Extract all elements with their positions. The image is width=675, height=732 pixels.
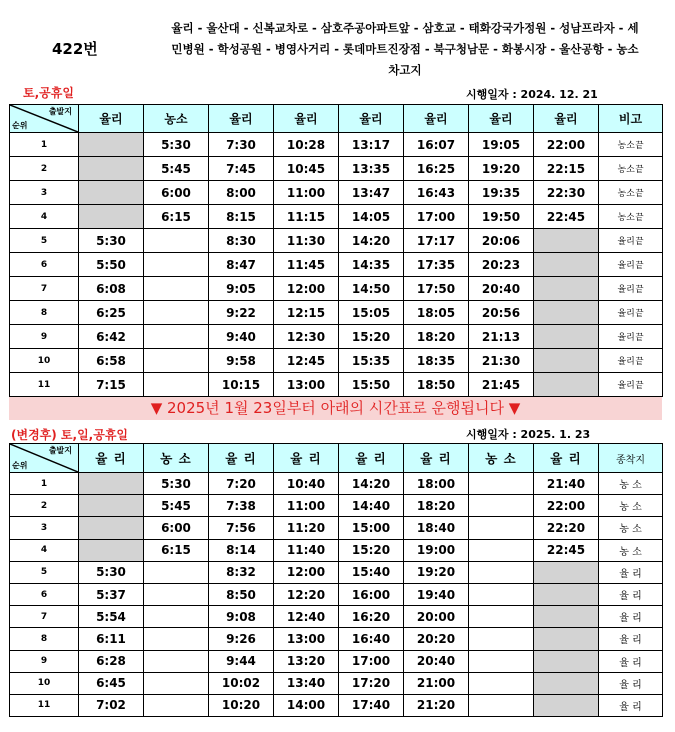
row-note: 율리끝 (599, 253, 663, 277)
row-note: 율리끝 (599, 301, 663, 325)
departure-time (144, 253, 209, 277)
row-note: 율 리 (599, 606, 663, 628)
departure-time (144, 301, 209, 325)
table-row (10, 349, 663, 373)
column-header-destination: 종착지 (599, 444, 663, 473)
departure-time (144, 583, 209, 605)
departure-time: 6:28 (79, 650, 144, 672)
table-row (10, 325, 663, 349)
corner-cell (10, 444, 79, 473)
departure-time: 9:40 (209, 325, 274, 349)
departure-time: 7:45 (209, 157, 274, 181)
row-note: 농 소 (599, 539, 663, 561)
row-note: 율 리 (599, 694, 663, 716)
corner-label-order: 순위 (12, 461, 28, 470)
departure-time: 15:20 (339, 539, 404, 561)
departure-time: 16:43 (404, 181, 469, 205)
departure-time: 13:20 (274, 650, 339, 672)
departure-time (79, 181, 144, 205)
departure-time: 17:00 (404, 205, 469, 229)
departure-time (469, 561, 534, 583)
row-note: 농소끝 (599, 133, 663, 157)
departure-time (469, 517, 534, 539)
row-note: 농소끝 (599, 181, 663, 205)
route-number: 422번 (52, 40, 98, 58)
table-row (10, 628, 663, 650)
column-header: 농 소 (469, 444, 534, 473)
departure-time: 15:40 (339, 561, 404, 583)
row-sequence: 1 (10, 133, 79, 157)
departure-time (144, 373, 209, 397)
departure-time: 12:00 (274, 561, 339, 583)
row-sequence: 6 (10, 253, 79, 277)
departure-time: 11:00 (274, 181, 339, 205)
departure-time: 21:40 (534, 473, 599, 495)
departure-time: 20:00 (404, 606, 469, 628)
departure-time: 20:06 (469, 229, 534, 253)
column-header: 율리 (404, 105, 469, 133)
departure-time: 22:45 (534, 539, 599, 561)
departure-time: 8:47 (209, 253, 274, 277)
departure-time: 14:20 (339, 473, 404, 495)
departure-time (534, 349, 599, 373)
column-header-note: 비고 (599, 105, 663, 133)
column-header: 율 리 (534, 444, 599, 473)
departure-time: 7:56 (209, 517, 274, 539)
column-header: 율 리 (209, 444, 274, 473)
departure-time: 13:00 (274, 373, 339, 397)
departure-time (144, 694, 209, 716)
row-sequence: 2 (10, 157, 79, 181)
timetable-header-row (10, 105, 663, 133)
table-row (10, 495, 663, 517)
table-row (10, 539, 663, 561)
departure-time (534, 325, 599, 349)
departure-time: 21:30 (469, 349, 534, 373)
departure-time (469, 495, 534, 517)
table-row (10, 277, 663, 301)
column-header: 율리 (339, 105, 404, 133)
departure-time (79, 133, 144, 157)
departure-time: 17:40 (339, 694, 404, 716)
departure-time (144, 650, 209, 672)
departure-time: 15:05 (339, 301, 404, 325)
departure-time: 21:00 (404, 672, 469, 694)
departure-time: 20:56 (469, 301, 534, 325)
departure-time: 16:00 (339, 583, 404, 605)
row-sequence: 10 (10, 349, 79, 373)
departure-time: 18:40 (404, 517, 469, 539)
departure-time (469, 672, 534, 694)
departure-time: 17:20 (339, 672, 404, 694)
departure-time: 14:40 (339, 495, 404, 517)
departure-time: 20:23 (469, 253, 534, 277)
departure-time (79, 205, 144, 229)
departure-time: 21:13 (469, 325, 534, 349)
row-sequence: 3 (10, 181, 79, 205)
departure-time (534, 561, 599, 583)
route-path: 율리 - 울산대 - 신복교차로 - 삼호주공아파트앞 - 삼호교 - 태화강국가정원 - 성남프라자 - 세민병원 - 학성공원 - 병영사거리 - 롯데마트진장점 - 북구청남문 - 화봉시장 - 울산공항 - 농소차고지 (171, 21, 639, 77)
departure-time: 14:50 (339, 277, 404, 301)
column-header: 율 리 (404, 444, 469, 473)
departure-time: 6:15 (144, 539, 209, 561)
departure-time (534, 694, 599, 716)
departure-time (79, 473, 144, 495)
departure-time (79, 539, 144, 561)
departure-time: 10:40 (274, 473, 339, 495)
departure-time: 8:00 (209, 181, 274, 205)
departure-time: 17:35 (404, 253, 469, 277)
table-row (10, 473, 663, 495)
timetable-before (9, 104, 663, 397)
table-row (10, 157, 663, 181)
departure-time (79, 157, 144, 181)
row-sequence: 9 (10, 650, 79, 672)
departure-time: 7:15 (79, 373, 144, 397)
departure-time: 12:00 (274, 277, 339, 301)
effective-date-after: 시행일자 : 2025. 1. 23 (466, 428, 591, 441)
departure-time: 9:05 (209, 277, 274, 301)
departure-time (79, 495, 144, 517)
departure-time: 18:20 (404, 495, 469, 517)
departure-time (469, 583, 534, 605)
departure-time: 7:38 (209, 495, 274, 517)
departure-time (144, 325, 209, 349)
departure-time (534, 606, 599, 628)
departure-time: 7:20 (209, 473, 274, 495)
departure-time: 6:45 (79, 672, 144, 694)
departure-time: 12:40 (274, 606, 339, 628)
departure-time (469, 539, 534, 561)
row-note: 율 리 (599, 628, 663, 650)
row-note: 율 리 (599, 650, 663, 672)
departure-time: 15:50 (339, 373, 404, 397)
departure-time: 7:30 (209, 133, 274, 157)
departure-time (469, 650, 534, 672)
departure-time: 6:58 (79, 349, 144, 373)
row-note: 농소끝 (599, 157, 663, 181)
departure-time: 6:00 (144, 517, 209, 539)
departure-time: 7:02 (79, 694, 144, 716)
departure-time: 12:45 (274, 349, 339, 373)
departure-time: 11:30 (274, 229, 339, 253)
departure-time (144, 606, 209, 628)
row-sequence: 5 (10, 561, 79, 583)
departure-time: 13:47 (339, 181, 404, 205)
departure-time: 5:37 (79, 583, 144, 605)
departure-time: 19:35 (469, 181, 534, 205)
departure-time (79, 517, 144, 539)
departure-time (534, 583, 599, 605)
table-row (10, 650, 663, 672)
departure-time: 18:05 (404, 301, 469, 325)
departure-time (469, 473, 534, 495)
departure-time: 20:40 (404, 650, 469, 672)
corner-label-origin: 출발지 (48, 107, 72, 116)
departure-time (534, 229, 599, 253)
departure-time: 9:08 (209, 606, 274, 628)
departure-time: 6:15 (144, 205, 209, 229)
row-note: 농소끝 (599, 205, 663, 229)
departure-time: 6:25 (79, 301, 144, 325)
departure-time (534, 628, 599, 650)
timetable-body (10, 473, 663, 717)
departure-time: 19:20 (404, 561, 469, 583)
row-sequence: 4 (10, 539, 79, 561)
departure-time: 12:20 (274, 583, 339, 605)
timetable-header-row (10, 444, 663, 473)
table-row (10, 373, 663, 397)
departure-time: 22:15 (534, 157, 599, 181)
departure-time (534, 672, 599, 694)
departure-time: 10:15 (209, 373, 274, 397)
departure-time: 8:15 (209, 205, 274, 229)
departure-time: 8:30 (209, 229, 274, 253)
departure-time: 6:42 (79, 325, 144, 349)
schedule-change-notice: ▼ 2025년 1월 23일부터 아래의 시간표로 운행됩니다 ▼ (9, 397, 662, 420)
departure-time: 19:20 (469, 157, 534, 181)
departure-time: 15:35 (339, 349, 404, 373)
departure-time: 14:20 (339, 229, 404, 253)
departure-time: 11:00 (274, 495, 339, 517)
timetable-body (10, 133, 663, 397)
departure-time: 20:40 (469, 277, 534, 301)
row-sequence: 7 (10, 606, 79, 628)
table-row (10, 606, 663, 628)
departure-time (534, 277, 599, 301)
table-row (10, 229, 663, 253)
column-header: 율리 (79, 105, 144, 133)
departure-time (144, 672, 209, 694)
row-note: 율리끝 (599, 373, 663, 397)
departure-time: 17:50 (404, 277, 469, 301)
row-sequence: 1 (10, 473, 79, 495)
departure-time: 5:45 (144, 157, 209, 181)
column-header: 율리 (209, 105, 274, 133)
departure-time: 16:40 (339, 628, 404, 650)
departure-time: 10:28 (274, 133, 339, 157)
effective-date-before: 시행일자 : 2024. 12. 21 (466, 88, 598, 101)
departure-time: 8:32 (209, 561, 274, 583)
departure-time: 6:00 (144, 181, 209, 205)
row-sequence: 2 (10, 495, 79, 517)
row-sequence: 9 (10, 325, 79, 349)
row-note: 율 리 (599, 672, 663, 694)
departure-time: 6:08 (79, 277, 144, 301)
column-header: 율 리 (79, 444, 144, 473)
table-row (10, 133, 663, 157)
departure-time: 5:30 (144, 473, 209, 495)
row-note: 율리끝 (599, 325, 663, 349)
departure-time: 17:00 (339, 650, 404, 672)
row-sequence: 8 (10, 301, 79, 325)
departure-time: 10:02 (209, 672, 274, 694)
departure-time: 5:50 (79, 253, 144, 277)
table-row (10, 694, 663, 716)
departure-time: 14:05 (339, 205, 404, 229)
column-header: 율 리 (274, 444, 339, 473)
row-note: 농 소 (599, 495, 663, 517)
row-sequence: 11 (10, 694, 79, 716)
departure-time: 5:30 (79, 561, 144, 583)
column-header: 농소 (144, 105, 209, 133)
row-note: 농 소 (599, 473, 663, 495)
table-row (10, 672, 663, 694)
departure-time: 19:50 (469, 205, 534, 229)
departure-time: 9:58 (209, 349, 274, 373)
departure-time: 22:20 (534, 517, 599, 539)
departure-time (534, 301, 599, 325)
departure-time (534, 373, 599, 397)
departure-time: 16:07 (404, 133, 469, 157)
departure-time: 9:22 (209, 301, 274, 325)
departure-time: 16:20 (339, 606, 404, 628)
departure-time: 19:00 (404, 539, 469, 561)
departure-time: 11:45 (274, 253, 339, 277)
departure-time: 5:30 (79, 229, 144, 253)
departure-time: 9:44 (209, 650, 274, 672)
column-header: 율리 (469, 105, 534, 133)
departure-time: 21:45 (469, 373, 534, 397)
table-row (10, 253, 663, 277)
departure-time: 22:00 (534, 495, 599, 517)
departure-time: 5:54 (79, 606, 144, 628)
departure-time (534, 253, 599, 277)
departure-time: 12:15 (274, 301, 339, 325)
departure-time: 18:00 (404, 473, 469, 495)
departure-time: 20:20 (404, 628, 469, 650)
column-header: 율리 (274, 105, 339, 133)
row-note: 율리끝 (599, 229, 663, 253)
departure-time: 12:30 (274, 325, 339, 349)
row-sequence: 6 (10, 583, 79, 605)
timetable-after (9, 443, 663, 717)
day-label-before: 토,공휴일 (23, 86, 74, 100)
row-note: 율 리 (599, 583, 663, 605)
departure-time: 15:00 (339, 517, 404, 539)
day-label-after: (변경후) 토,일,공휴일 (11, 428, 129, 442)
departure-time: 19:05 (469, 133, 534, 157)
departure-time (144, 561, 209, 583)
departure-time: 22:45 (534, 205, 599, 229)
departure-time: 14:35 (339, 253, 404, 277)
departure-time: 5:30 (144, 133, 209, 157)
departure-time: 13:40 (274, 672, 339, 694)
departure-time: 11:15 (274, 205, 339, 229)
departure-time: 18:20 (404, 325, 469, 349)
departure-time: 14:00 (274, 694, 339, 716)
departure-time: 10:45 (274, 157, 339, 181)
row-sequence: 5 (10, 229, 79, 253)
departure-time: 21:20 (404, 694, 469, 716)
departure-time: 9:26 (209, 628, 274, 650)
departure-time: 8:50 (209, 583, 274, 605)
row-sequence: 8 (10, 628, 79, 650)
departure-time: 6:11 (79, 628, 144, 650)
departure-time: 13:17 (339, 133, 404, 157)
departure-time (144, 628, 209, 650)
departure-time: 11:20 (274, 517, 339, 539)
departure-time (144, 277, 209, 301)
departure-time (144, 229, 209, 253)
row-sequence: 11 (10, 373, 79, 397)
row-sequence: 10 (10, 672, 79, 694)
departure-time: 22:30 (534, 181, 599, 205)
table-row (10, 561, 663, 583)
row-sequence: 4 (10, 205, 79, 229)
departure-time: 11:40 (274, 539, 339, 561)
departure-time: 5:45 (144, 495, 209, 517)
departure-time: 15:20 (339, 325, 404, 349)
departure-time (469, 628, 534, 650)
departure-time (469, 694, 534, 716)
departure-time: 13:35 (339, 157, 404, 181)
row-sequence: 3 (10, 517, 79, 539)
table-row (10, 301, 663, 325)
departure-time (144, 349, 209, 373)
table-row (10, 583, 663, 605)
corner-label-origin: 출발지 (48, 446, 72, 455)
departure-time (469, 606, 534, 628)
departure-time (534, 650, 599, 672)
corner-cell (10, 105, 79, 133)
departure-time: 8:14 (209, 539, 274, 561)
row-note: 율 리 (599, 561, 663, 583)
departure-time: 16:25 (404, 157, 469, 181)
departure-time: 17:17 (404, 229, 469, 253)
departure-time: 22:00 (534, 133, 599, 157)
departure-time: 18:50 (404, 373, 469, 397)
departure-time: 10:20 (209, 694, 274, 716)
departure-time: 19:40 (404, 583, 469, 605)
departure-time: 18:35 (404, 349, 469, 373)
row-note: 율리끝 (599, 277, 663, 301)
departure-time: 13:00 (274, 628, 339, 650)
row-note: 율리끝 (599, 349, 663, 373)
table-row (10, 205, 663, 229)
row-note: 농 소 (599, 517, 663, 539)
table-row (10, 517, 663, 539)
table-row (10, 181, 663, 205)
corner-label-order: 순위 (12, 121, 28, 130)
row-sequence: 7 (10, 277, 79, 301)
column-header: 농 소 (144, 444, 209, 473)
column-header: 율리 (534, 105, 599, 133)
column-header: 율 리 (339, 444, 404, 473)
